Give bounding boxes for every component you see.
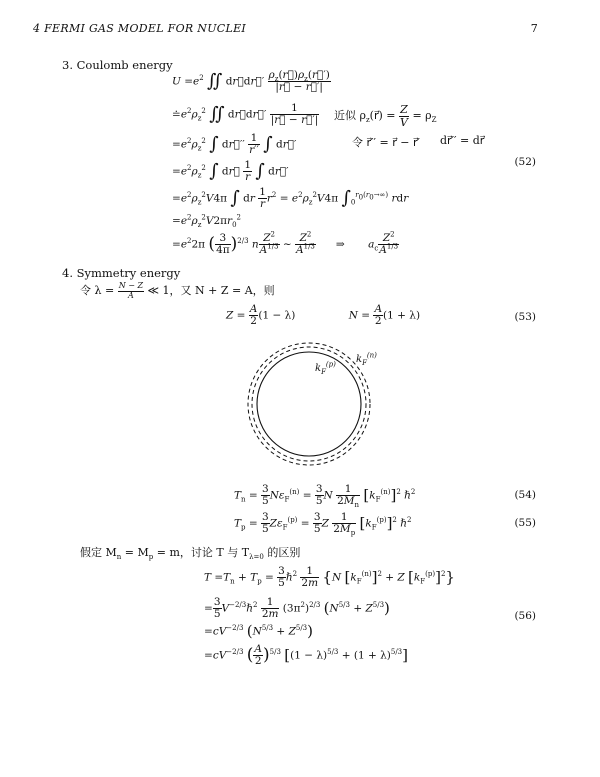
proton-fermi-sphere xyxy=(257,352,361,456)
label-kf-neutron: $k_F^{(n)}$ xyxy=(356,351,377,367)
eq56-line1: $T =T_n + T_p$ = $\frac{3}{5}$ ℏ$^2$ $\frac{1}{2m}$ {N $[k_F^{(n)}]^2 + Z$ $[k_F^{(p)}]^2$} xyxy=(204,565,455,590)
neutron-fermi-sphere-inner xyxy=(252,347,366,461)
label-kf-proton: $k_F^{(p)}$ xyxy=(315,360,336,376)
eq56-line2: = $\frac{3}{5}$ $V^{-2/3}\hbar^2$ $\frac{1}{2m}$ $(3\pi^2)^{2/3}$ $(N^{5/3} + Z^{5/3})$ xyxy=(204,596,390,621)
eq54-number: (54) xyxy=(514,489,536,501)
note-approximation: 近似 $\rho_z(r⃗)$ = $\frac{Z}{V}$ = $\rho_Z$ xyxy=(334,103,437,129)
eq56-line4: $=cV^{-2/3}$ ( $\frac{A}{2}$ )$^{5/3}$ $[(1 - \lambda)^{5/3} + (1 + \lambda)^{5/3}]$ xyxy=(204,643,408,668)
eq54: $T_n$ = $\frac{3}{5}$ $N\varepsilon_F^{(n)}$ = $\frac{3}{5}$ N $\frac{1}{2M_n}$ $[k_F^{(n)}]^2$ ℏ$^2$ xyxy=(234,483,416,510)
eq56-line3: $=cV^{-2/3}$ $(N^{5/3} + Z^{5/3})$ xyxy=(204,622,313,640)
eq52-line2: $≐e^2\rho_z^2$ ∬ dr⃗dr⃗′ $\frac{1}{|r⃗ - r⃗'|}$ xyxy=(172,102,319,127)
note-substitution: 令 r⃗′′ = r⃗ − r⃗′ xyxy=(352,136,420,149)
eq52-number: (52) xyxy=(514,156,536,168)
assumption-text: 假定 $M_n = M_p = m$，讨论 T 与 $T_{\lambda=0}$ 的区别 xyxy=(80,546,301,562)
eq55: $T_p$ = $\frac{3}{5}$ $Z\varepsilon_F^{(p)}$ = $\frac{3}{5}$ Z $\frac{1}{2M_p}$ $[k_F^{(p)}]^2$ ℏ$^2$ xyxy=(234,511,412,538)
neutron-fermi-sphere-outer xyxy=(248,343,370,465)
eq52-line6: $=e^2\rho_z^2V2\pi r_0^2$ xyxy=(172,213,242,230)
section-heading-symmetry: 4. Symmetry energy xyxy=(62,266,181,280)
eq52-line5: $=e^2\rho_z^2V4\pi$ ∫ dr $\frac{1}{r}$ $r^2 = e^2\rho_z^2V4\pi$ $\int_0^{r_0(r_0\to\infty)}$ rdr xyxy=(172,186,409,211)
eq52-line7: $=e^22\pi$ ( $\frac{3}{4\pi}$ )$^{2/3}$ n $\frac{Z^2}{A^{1/3}}$ ∼ $\frac{Z^2}{A^{1/3}}$ ⇒ $a_c$ $\frac{Z^2}{A^{1/3}}$ xyxy=(172,230,399,257)
running-header: 4 FERMI GAS MODEL FOR NUCLEI xyxy=(33,22,247,35)
eq52-line1: $U =e^2$ ∬ dr⃗dr⃗′ $\frac{\rho_z(r⃗)\rho_z(r⃗')}{|r⃗ - r⃗'|}$ xyxy=(172,69,330,94)
symmetry-intro: 令 λ = $\frac{N - Z}{A}$ ≪ 1，又 N + Z = A，则 xyxy=(80,281,275,300)
eq52-line4: $=e^2\rho_z^2$ ∫ dr⃗ $\frac{1}{r}$ ∫ dr⃗′ xyxy=(172,159,289,184)
eq53: Z = $\frac{A}{2}$ (1 − λ) N = $\frac{A}{2}$ (1 + λ) xyxy=(226,303,421,328)
eq52-line3: $=e^2\rho_z^2$ ∫ dr⃗′′ $\frac{1}{r''}$ ∫ dr⃗′ xyxy=(172,132,297,157)
eq55-number: (55) xyxy=(514,517,536,529)
section-heading-coulomb: 3. Coulomb energy xyxy=(62,58,173,72)
page-number: 7 xyxy=(530,22,538,35)
note-differential: dr⃗′′ = dr⃗ xyxy=(440,134,485,147)
eq56-number: (56) xyxy=(514,610,536,622)
eq53-number: (53) xyxy=(514,311,536,323)
